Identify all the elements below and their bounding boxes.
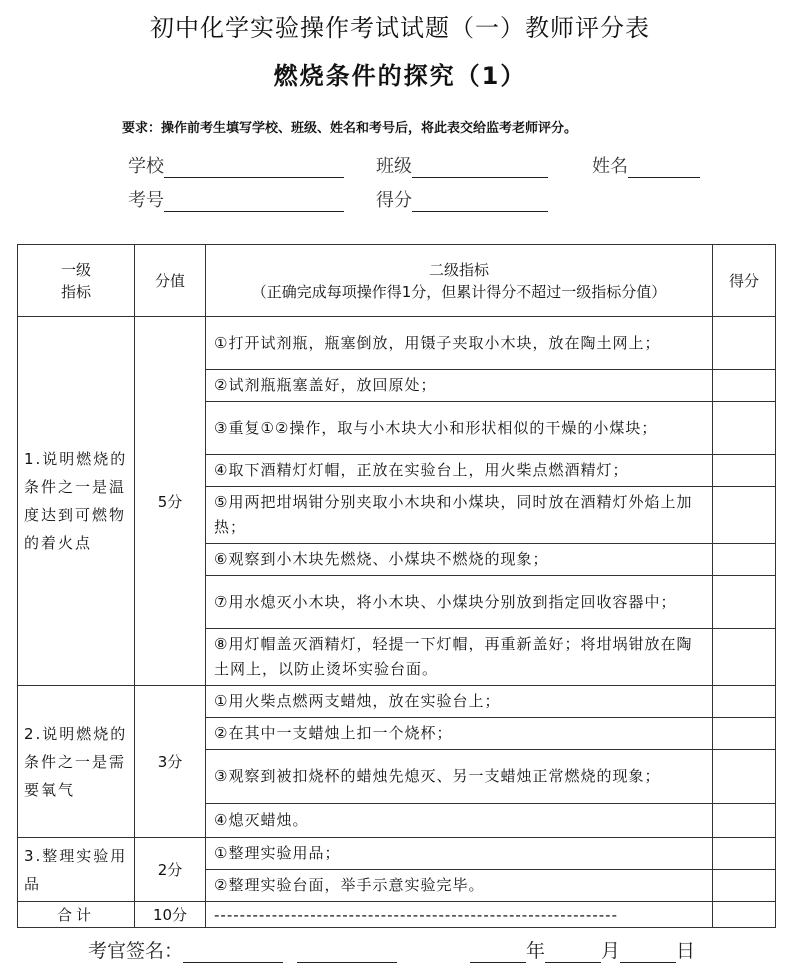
name-blank[interactable] (628, 157, 700, 178)
requirement-note: 要求：操作前考生填写学校、班级、姓名和考号后，将此表交给监考老师评分。 (122, 121, 578, 136)
section1-item-6: ⑥观察到小木块先燃烧、小煤块不燃烧的现象； (206, 544, 713, 576)
experiment-title: 燃烧条件的探究（1） (273, 62, 527, 90)
section2-item-1-score[interactable] (713, 686, 776, 718)
header-level1: 一级 指标 (18, 245, 135, 317)
table-row (18, 317, 776, 370)
class-label: 班级 (376, 156, 412, 177)
table-row (18, 686, 776, 718)
section2-item-3: ③观察到被扣烧杯的蜡烛先熄灭、另一支蜡烛正常燃烧的现象； (206, 750, 713, 804)
header-points: 分值 (135, 245, 206, 317)
name-label: 姓名 (592, 156, 628, 177)
total-score[interactable] (713, 902, 776, 928)
month-blank[interactable] (545, 942, 601, 963)
date-field[interactable] (470, 936, 695, 963)
class-blank[interactable] (412, 157, 548, 178)
section2-item-4-score[interactable] (713, 804, 776, 838)
section3-item-2: ②整理实验台面，举手示意实验完毕。 (206, 870, 713, 902)
examiner-label: 考官签名： (88, 940, 184, 962)
examiner-signature[interactable] (88, 936, 397, 963)
header-level2-note: （正确完成每项操作得1分，但累计得分不超过一级指标分值） (251, 282, 667, 301)
section2-item-3-score[interactable] (713, 750, 776, 804)
section2-points: 3分 (135, 686, 206, 838)
class-field[interactable] (376, 152, 548, 178)
section2-indicator: 2.说明燃烧的条件之一是需要氧气 (18, 686, 135, 838)
score-label: 得分 (376, 190, 412, 211)
section1-item-3-score[interactable] (713, 402, 776, 455)
examiner-blank-2[interactable] (297, 942, 397, 963)
section3-indicator: 3.整理实验用品 (18, 838, 135, 902)
total-row (18, 902, 776, 928)
section1-indicator: 1.说明燃烧的条件之一是温度达到可燃物的着火点 (18, 317, 135, 686)
year-label: 年 (526, 940, 546, 962)
header-level2 (206, 245, 713, 317)
school-blank[interactable] (164, 157, 344, 178)
section3-item-1: ①整理实验用品； (206, 838, 713, 870)
school-label: 学校 (128, 156, 164, 177)
header-score: 得分 (713, 245, 776, 317)
section1-item-1-score[interactable] (713, 317, 776, 370)
section2-item-4: ④熄灭蜡烛。 (206, 804, 713, 838)
year-blank[interactable] (470, 942, 526, 963)
section2-item-2: ②在其中一支蜡烛上扣一个烧杯； (206, 718, 713, 750)
total-dashes: --------------------------------------------------------------- (206, 902, 713, 928)
form-title: 初中化学实验操作考试试题（一）教师评分表 (150, 14, 650, 42)
examiner-blank-1[interactable] (183, 942, 283, 963)
section1-item-2-score[interactable] (713, 370, 776, 402)
table-row (18, 838, 776, 870)
day-label: 日 (676, 940, 696, 962)
section2-item-2-score[interactable] (713, 718, 776, 750)
section1-item-4: ④取下酒精灯灯帽，正放在实验台上，用火柴点燃酒精灯； (206, 455, 713, 487)
section1-item-5-score[interactable] (713, 487, 776, 544)
section3-item-2-score[interactable] (713, 870, 776, 902)
total-points: 10分 (135, 902, 206, 928)
total-label: 合计 (18, 902, 135, 928)
school-field[interactable] (128, 152, 344, 178)
day-blank[interactable] (620, 942, 676, 963)
header-level2-title: 二级指标 (428, 260, 489, 279)
score-blank[interactable] (412, 191, 548, 212)
exam-number-label: 考号 (128, 190, 164, 211)
section1-points: 5分 (135, 317, 206, 686)
section1-item-4-score[interactable] (713, 455, 776, 487)
score-field[interactable] (376, 186, 548, 212)
section1-item-7-score[interactable] (713, 576, 776, 629)
section1-item-8-score[interactable] (713, 629, 776, 686)
section1-item-5: ⑤用两把坩埚钳分别夹取小木块和小煤块，同时放在酒精灯外焰上加热； (206, 487, 713, 544)
section1-item-6-score[interactable] (713, 544, 776, 576)
exam-number-field[interactable] (128, 186, 344, 212)
section2-item-1: ①用火柴点燃两支蜡烛，放在实验台上； (206, 686, 713, 718)
section3-item-1-score[interactable] (713, 838, 776, 870)
exam-number-blank[interactable] (164, 191, 344, 212)
name-field[interactable] (592, 152, 700, 178)
section1-item-3: ③重复①②操作，取与小木块大小和形状相似的干燥的小煤块； (206, 402, 713, 455)
section1-item-7: ⑦用水熄灭小木块，将小木块、小煤块分别放到指定回收容器中； (206, 576, 713, 629)
month-label: 月 (601, 940, 621, 962)
scoring-table (17, 244, 776, 928)
section1-item-8: ⑧用灯帽盖灭酒精灯，轻提一下灯帽，再重新盖好；将坩埚钳放在陶土网上，以防止烫坏实验台面。 (206, 629, 713, 686)
section3-points: 2分 (135, 838, 206, 902)
section1-item-1: ①打开试剂瓶，瓶塞倒放，用镊子夹取小木块，放在陶土网上； (206, 317, 713, 370)
table-header-row (18, 245, 776, 317)
section1-item-2: ②试剂瓶瓶塞盖好，放回原处； (206, 370, 713, 402)
